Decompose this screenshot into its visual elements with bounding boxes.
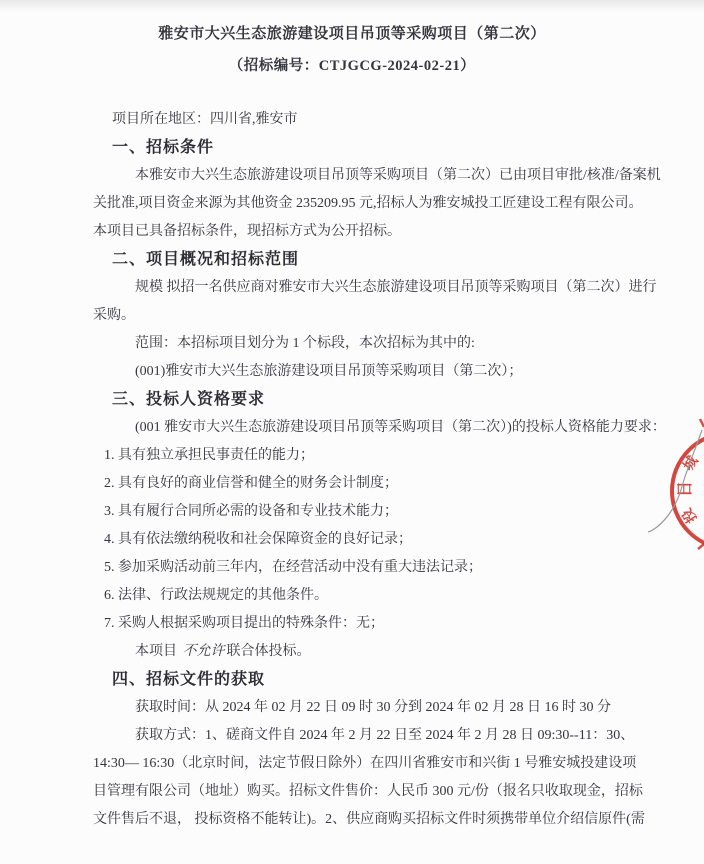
qualification-item: 6. 法律、行政法规规定的其他条件。 xyxy=(104,588,328,603)
project-location-line: 项目所在地区：四川省,雅安市 xyxy=(112,112,298,127)
section-2-heading: 二、项目概况和招标范围 xyxy=(112,251,300,268)
qualification-item: 4. 具有依法缴纳税收和社会保障资金的良好记录； xyxy=(104,532,412,547)
section-4-heading: 四、招标文件的获取 xyxy=(112,671,266,688)
section-3-heading: 三、投标人资格要求 xyxy=(112,391,266,408)
section-2-line: 采购。 xyxy=(93,308,135,323)
section-1-line: 本雅安市大兴生态旅游建设项目吊顶等采购项目（第二次）已由项目审批/核准/备案机 xyxy=(135,168,661,183)
section-3-intro-line: (001 雅安市大兴生态旅游建设项目吊顶等采购项目（第二次）)的投标人资格能力要求： xyxy=(135,420,666,435)
document-body xyxy=(93,106,704,834)
qualification-item: 1. 具有独立承担民事责任的能力； xyxy=(104,448,314,463)
qualification-item: 2. 具有良好的商业信誉和健全的财务会计制度； xyxy=(104,476,398,491)
qualification-item: 5. 参加采购活动前三年内，在经营活动中没有重大违法记录； xyxy=(104,560,482,575)
section-2-line: 规模 拟招一名供应商对雅安市大兴生态旅游建设项目吊顶等采购项目（第二次）进行 xyxy=(135,280,657,295)
section-4-line: 14:30— 16:30（北京时间，法定节假日除外）在四川省雅安市和兴街 1 号雅安城投建设项 xyxy=(93,756,637,771)
note-emphasis: 不允许 xyxy=(182,644,225,659)
no-joint-bid-note xyxy=(93,638,704,666)
seal-character: 投 xyxy=(678,505,700,527)
qualification-item: 3. 具有履行合同所必需的设备和专业技术能力； xyxy=(104,504,398,519)
note-suffix: 联合体投标。 xyxy=(226,644,311,659)
section-1-line: 关批准,项目资金来源为其他资金 235209.95 元,招标人为雅安城投工匠建设工程有限公司。 xyxy=(93,196,643,211)
scan-edge-shading xyxy=(0,0,704,12)
note-prefix: 本项目 xyxy=(135,644,181,659)
section-2-line: (001)雅安市大兴生态旅游建设项目吊顶等采购项目（第二次）； xyxy=(135,364,523,379)
section-4-line: 文件售后不退， 投标资格不能转让)。2、供应商购买招标文件时须携带单位介绍信原件(需 xyxy=(93,812,645,827)
seal-character: 日 xyxy=(677,480,695,498)
seal-character: 城 xyxy=(679,452,701,474)
document-title: 雅安市大兴生态旅游建设项目吊顶等采购项目（第二次） xyxy=(158,26,546,42)
section-4-line: 目管理有限公司（地址）购买。招标文件售价：人民币 300 元/份（报名只收取现金，招标 xyxy=(93,784,643,799)
section-4-line: 获取时间：从 2024 年 02 月 22 日 09 时 30 分到 2024 年 02 月 28 日 16 时 30 分 xyxy=(135,700,611,715)
section-2-line: 范围：本招标项目划分为 1 个标段，本次招标为其中的: xyxy=(135,336,475,351)
section-1-line: 本项目已具备招标条件，现招标方式为公开招标。 xyxy=(93,224,401,239)
qualification-item: 7. 采购人根据采购项目提出的特殊条件：无； xyxy=(104,616,384,631)
bid-number-line: （招标编号：CTJGCG-2024-02-21） xyxy=(228,58,476,74)
section-1-heading: 一、招标条件 xyxy=(112,139,215,156)
section-4-line: 获取方式：1、磋商文件自 2024 年 2 月 22 日至 2024 年 2 月 28 日 09:30--11：30、 xyxy=(135,728,635,743)
